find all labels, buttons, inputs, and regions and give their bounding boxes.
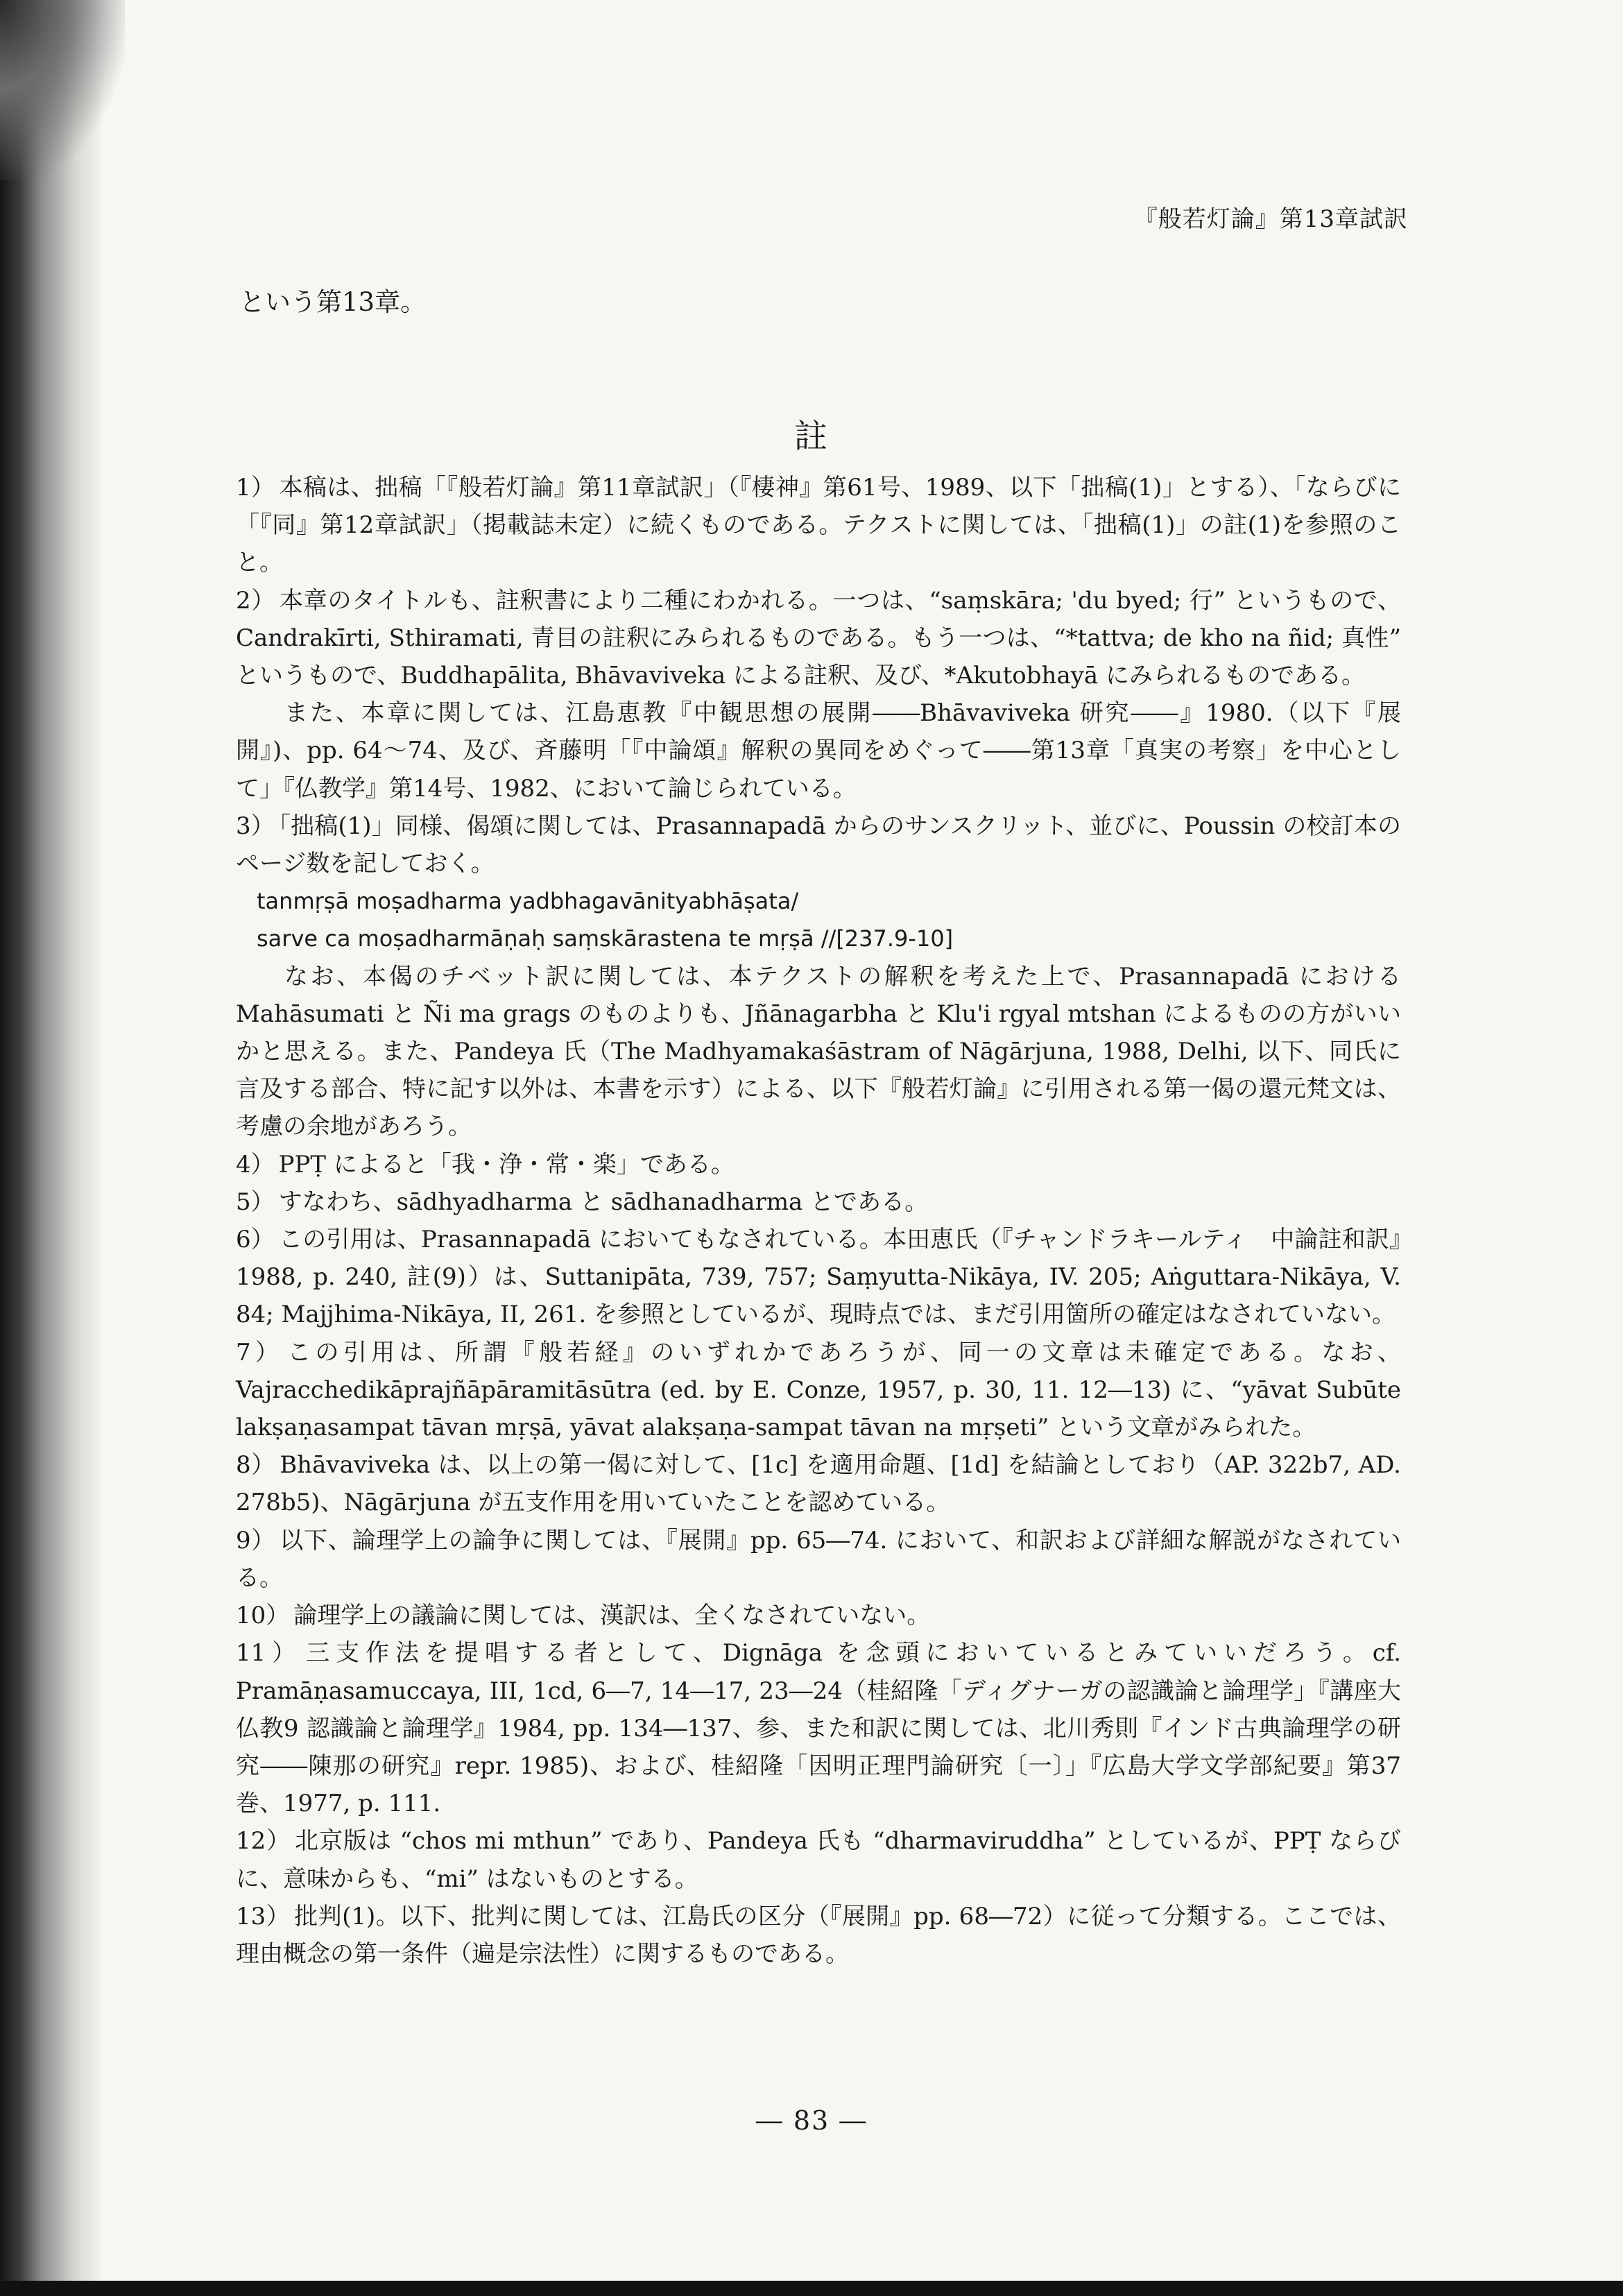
note-10: 10） 論理学上の議論に関しては、漢訳は、全くなされていない。 xyxy=(236,1602,931,1630)
note-11: 11） 三支作法を提唱する者として、Dignāga を念頭においているとみていいだろう。cf. Pramāṇasamuccaya, III, 1cd, 6―7, 14―17, 23―24（桂紹隆「ディグナーガの認識論と論理学」『講座大仏教9 認識論と論理学』1984, pp. 134―137、参、また和訳に関しては、北川秀則『インド古典論理学の研究――陳那の研究』repr. 1985)、および、桂紹隆「因明正理門論研究〔一〕」『広島大学文学部紀要』第37巻、1977, p. 111. xyxy=(236,1639,1401,1818)
note-4: 4） PPṬ によると「我・浄・常・楽」である。 xyxy=(236,1150,735,1179)
scan-bottom-border xyxy=(0,2281,1623,2296)
note-8: 8） Bhāvaviveka は、以上の第一偈に対して、[1c] を適用命題、[1d] を結論としており（AP. 322b7, AD. 278b5)、Nāgārjuna が五支作用を用いていたことを認めている。 xyxy=(236,1451,1401,1517)
note-13: 13） 批判(1)。以下、批判に関しては、江島氏の区分（『展開』pp. 68―72）に従って分類する。ここでは、理由概念の第一条件（遍是宗法性）に関するものである。 xyxy=(236,1902,1401,1968)
page-number: ― 83 ― xyxy=(755,2105,868,2136)
notes-section xyxy=(236,469,1401,1973)
verse-line-2: sarve ca moṣadharmāṇaḥ saṃskārastena te mṛṣā //[237.9-10] xyxy=(257,925,954,952)
note-2-continued: また、本章に関しては、江島恵教『中観思想の展開――Bhāvaviveka 研究――』1980.（以下『展開』)、pp. 64〜74、及び、斉藤明「『中論頌』解釈の異同をめぐって――第13章「真実の考察」を中心として」『仏教学』第14号、1982、において論じられている。 xyxy=(236,699,1401,803)
note-1: 1） 本稿は、拙稿「『般若灯論』第11章試訳」（『棲神』第61号、1989、以下「拙稿(1)」とする）、「ならびに「『同』第12章試訳」（掲載誌未定）に続くものである。テクストに関しては、「拙稿(1)」の註(1)を参照のこと。 xyxy=(236,474,1401,577)
verse-line-1: tanmṛṣā moṣadharma yadbhagavānityabhāṣata/ xyxy=(257,888,799,915)
notes-title: 註 xyxy=(793,417,829,456)
note-5: 5） すなわち、sādhyadharma と sādhanadharma とである。 xyxy=(236,1188,929,1216)
note-9: 9） 以下、論理学上の論争に関しては、『展開』pp. 65―74. において、和訳および詳細な解説がなされている。 xyxy=(236,1526,1401,1592)
running-head: 『般若灯論』第13章試訳 xyxy=(1133,205,1408,233)
scan-shadow-corner xyxy=(0,0,125,180)
note-7: 7） この引用は、所謂『般若経』のいずれかであろうが、同一の文章は未確定である。なお、Vajracchedikāprajñāpāramitāsūtra (ed. by E. Conze, 1957, p. 30, 11. 12―13) に、“yāvat Subūte lakṣaṇasampat tāvan mṛṣā, yāvat alakṣaṇa-sampat tāvan na mṛṣeti” という文章がみられた。 xyxy=(236,1338,1402,1442)
intro-text: という第13章。 xyxy=(239,287,427,317)
note-3-continued: なお、本偈のチベット訳に関しては、本テクストの解釈を考えた上で、Prasannapadā における Mahāsumati と Ñi ma grags のものよりも、Jñānagarbha と Klu'i rgyal mtshan によるものの方がいいかと思える。また、Pandeya 氏（The Madhyamakaśāstram of Nāgārjuna, 1988, Delhi, 以下、同氏に言及する部合、特に記す以外は、本書を示す）による、以下『般若灯論』に引用される第一偈の還元梵文は、考慮の余地があろう。 xyxy=(236,962,1401,1141)
scan-shadow-edge xyxy=(0,0,104,2296)
note-6: 6） この引用は、Prasannapadā においてもなされている。本田恵氏（『チャンドラキールティ 中論註和訳』1988, p. 240, 註(9)）は、Suttanipāta, 739, 757; Saṃyutta-Nikāya, IV. 205; Aṅguttara-Nikāya, V. 84; Majjhima-Nikāya, II, 261. を参照としているが、現時点では、まだ引用箇所の確定はなされていない。 xyxy=(236,1226,1401,1329)
note-2: 2） 本章のタイトルも、註釈書により二種にわかれる。一つは、“saṃskāra; 'du byed; 行” というもので、Candrakīrti, Sthiramati, 青目の註釈にみられるものである。もう一つは、“*tattva; de kho na ñid; 真性” というもので、Buddhapālita, Bhāvaviveka による註釈、及び、*Akutobhayā にみられるものである。 xyxy=(236,586,1401,690)
note-3: 3） 「拙稿(1)」同様、偈頌に関しては、Prasannapadā からのサンスクリット、並びに、Poussin の校訂本のページ数を記しておく。 xyxy=(236,812,1401,878)
note-12: 12） 北京版は “chos mi mthun” であり、Pandeya 氏も “dharmaviruddha” としているが、PPṬ ならびに、意味からも、“mi” はないものとする。 xyxy=(236,1827,1402,1893)
